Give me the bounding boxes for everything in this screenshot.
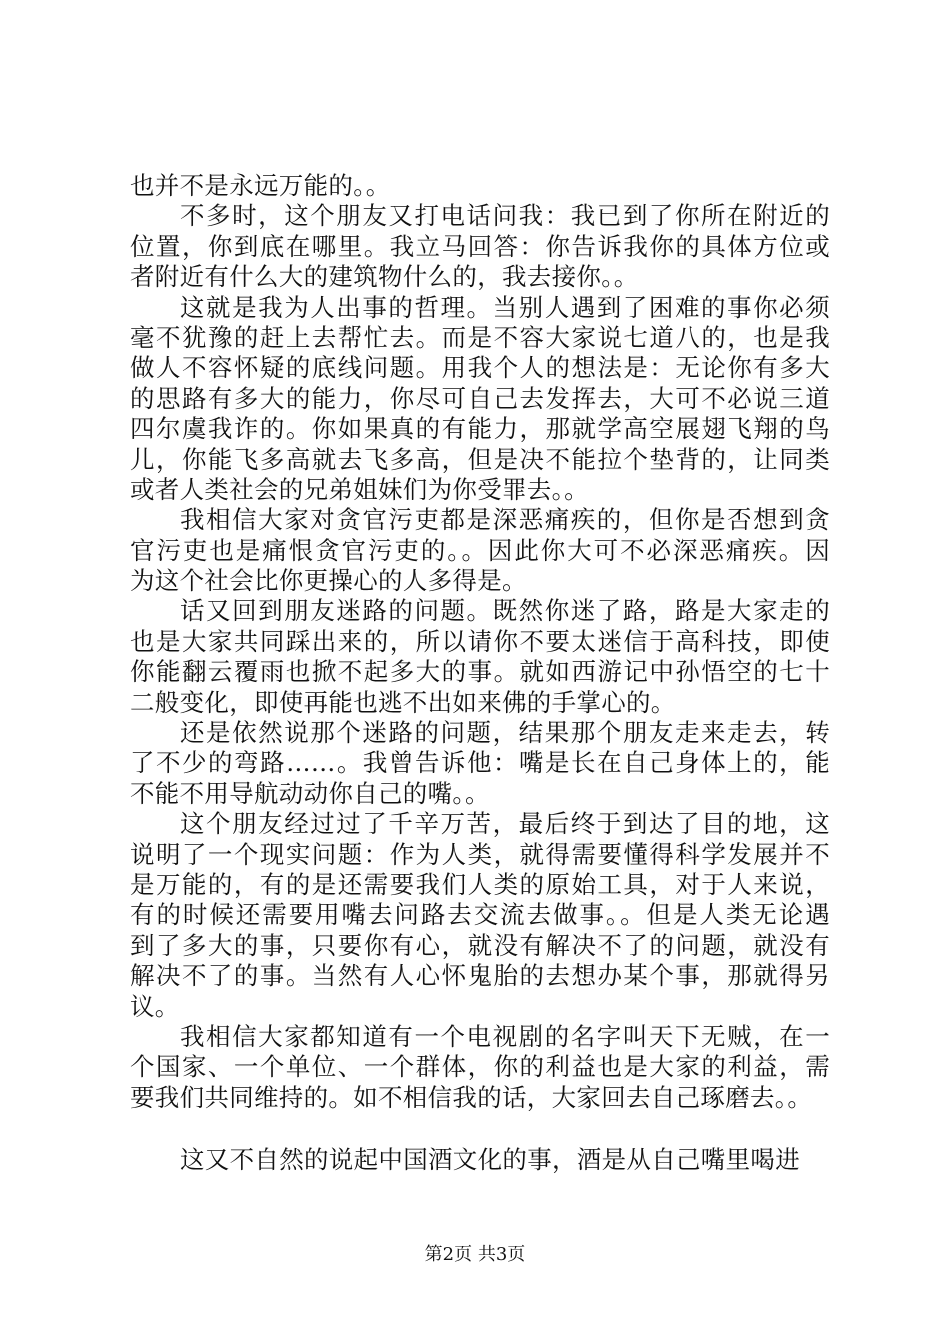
text-line: 议。 xyxy=(130,991,180,1021)
text-line: 或者人类社会的兄弟姐妹们为你受罪去。。 xyxy=(130,474,589,504)
paragraph-p7 xyxy=(130,1022,830,1113)
text-line: 二般变化，即使再能也逃不出如来佛的手掌心的。 xyxy=(130,687,676,717)
paragraph-p8 xyxy=(130,1145,830,1175)
text-line: 这就是我为人出事的哲理。当别人遇到了困难的事你必须 xyxy=(180,292,830,322)
text-line: 的思路有多大的能力，你尽可自己去发挥去，大可不必说三道 xyxy=(130,383,830,413)
text-line: 我相信大家都知道有一个电视剧的名字叫天下无贼，在一 xyxy=(180,1021,830,1051)
paragraph-p0 xyxy=(130,171,830,201)
paragraph-p2 xyxy=(130,293,830,506)
text-line: 官污吏也是痛恨贪官污吏的。。因此你大可不必深恶痛疾。因 xyxy=(130,535,830,565)
text-line: 你能翻云覆雨也掀不起多大的事。就如西游记中孙悟空的七十 xyxy=(130,657,830,687)
text-line: 做人不容怀疑的底线问题。用我个人的想法是：无论你有多大 xyxy=(130,353,830,383)
paragraph-p6 xyxy=(130,809,830,1022)
text-line: 也是大家共同踩出来的，所以请你不要太迷信于高科技，即使 xyxy=(130,626,830,656)
text-line: 不能不用导航动动你自己的嘴。。 xyxy=(130,778,490,808)
paragraph-p3 xyxy=(130,505,830,596)
paragraph-p4 xyxy=(130,596,830,718)
text-line: 这个朋友经过过了千辛万苦，最后终于到达了目的地，这 xyxy=(180,809,830,839)
text-line: 个国家、一个单位、一个群体，你的利益也是大家的利益，需 xyxy=(130,1052,830,1082)
text-line: 到了多大的事，只要你有心，就没有解决不了的问题，就没有 xyxy=(130,930,830,960)
text-line: 解决不了的事。当然有人心怀鬼胎的去想办某个事，那就得另 xyxy=(130,961,830,991)
text-line: 位置，你到底在哪里。我立马回答：你告诉我你的具体方位或 xyxy=(130,231,830,261)
text-line: 是万能的，有的是还需要我们人类的原始工具，对于人来说， xyxy=(130,869,830,899)
text-line: 这又不自然的说起中国酒文化的事，酒是从自己嘴里喝进 xyxy=(180,1145,800,1175)
text-line: 说明了一个现实问题：作为人类，就得需要懂得科学发展并不 xyxy=(130,839,830,869)
text-line: 者附近有什么大的建筑物什么的，我去接你。。 xyxy=(130,262,639,292)
document-body xyxy=(130,171,830,1176)
text-line: 话又回到朋友迷路的问题。既然你迷了路，路是大家走的 xyxy=(180,596,830,626)
text-line: 为这个社会比你更操心的人多得是。 xyxy=(130,566,527,596)
text-line: 我相信大家对贪官污吏都是深恶痛疾的，但你是否想到贪 xyxy=(180,505,830,535)
page-footer: 第2页 共3页 xyxy=(424,1244,526,1265)
text-line: 儿，你能飞多高就去飞多高，但是决不能拉个垫背的，让同类 xyxy=(130,444,830,474)
text-line: 了不少的弯路……。我曾告诉他：嘴是长在自己身体上的，能 xyxy=(130,748,830,778)
text-line: 有的时候还需要用嘴去问路去交流去做事。。但是人类无论遇 xyxy=(130,900,830,930)
text-line: 不多时，这个朋友又打电话问我：我已到了你所在附近的 xyxy=(180,201,830,231)
paragraph-p5 xyxy=(130,718,830,809)
text-line: 要我们共同维持的。如不相信我的话，大家回去自己琢磨去。。 xyxy=(130,1082,813,1112)
text-line: 毫不犹豫的赶上去帮忙去。而是不容大家说七道八的，也是我 xyxy=(130,322,830,352)
paragraph-p1 xyxy=(130,201,830,292)
text-line: 也并不是永远万能的。。 xyxy=(130,171,391,200)
text-line: 还是依然说那个迷路的问题，结果那个朋友走来走去，转 xyxy=(180,718,830,748)
text-line: 四尔虞我诈的。你如果真的有能力，那就学高空展翅飞翔的鸟 xyxy=(130,414,830,444)
paragraph-gap xyxy=(130,1113,830,1145)
